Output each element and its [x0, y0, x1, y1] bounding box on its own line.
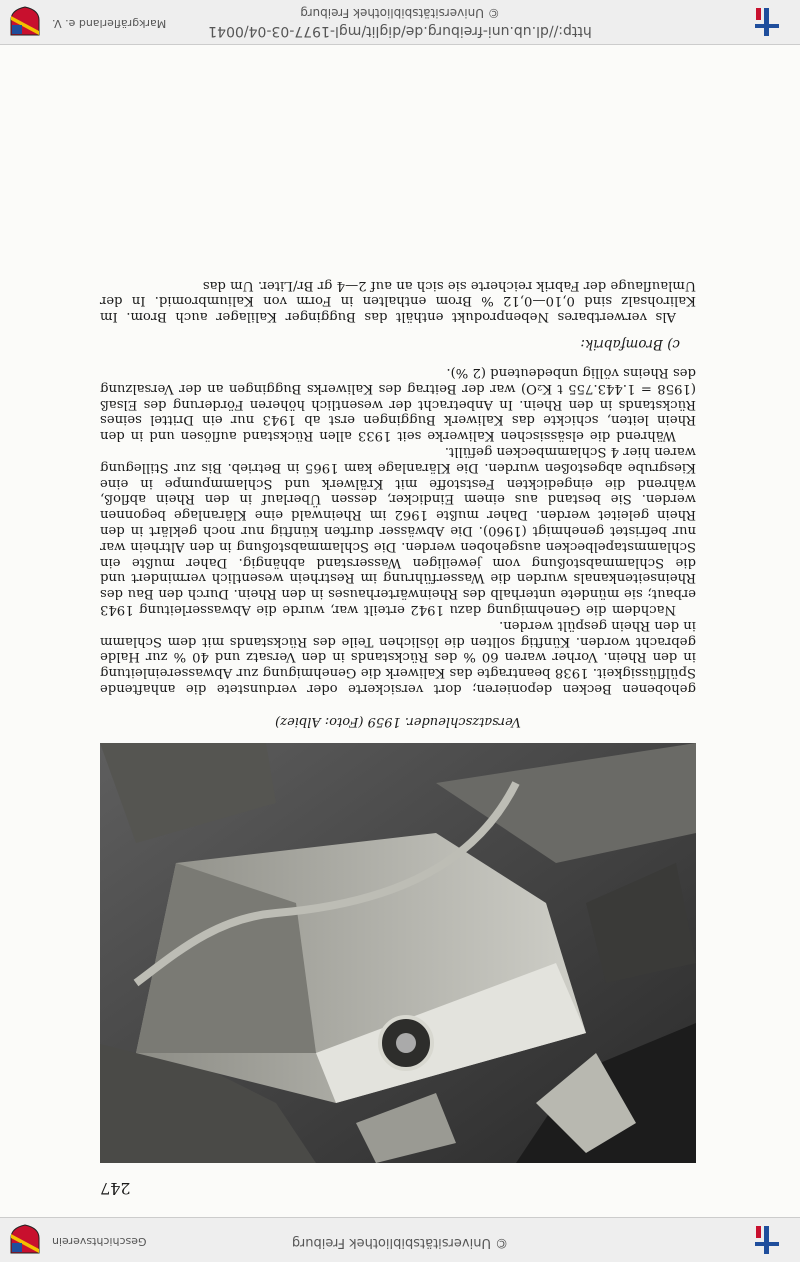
page-number: 247 [100, 1179, 131, 1198]
photo-caption: Versatzschleuder. 1959 (Foto: Albiez) [275, 714, 521, 729]
society-name: Geschichtsverein [52, 1235, 147, 1248]
photo-machine-image [100, 743, 696, 1163]
paragraph-2: Nachdem die Genehmigung dazu 1942 erteilt war, wurde die Abwasserleitung 1943 erbaut; sie mündete unterhalb des Rheinwärterhauses in den Rhein. Durch den Bau des Rheinseitenkanals wurden die Wasserführung im Restrhein wesentlich vermindert und die Schlammabstoßung vom jeweiligen Wasserstand abhängig. Daher mußte ein Schlammstapelbecken ausgehoben werden. Die Schlammabstoßung in den Altrhein war nur befristet genehmigt (1960). Die Abwässer durften künftig nur noch geklärt in den Rhein geleitet werden. Daher mußte 1962 im Rheinwald eine Kläranlage begonnen werden. Sie bestand aus einem Eindicker, dessen Überlauf in den Rhein abfloß, während die eingedickten Feststoffe mit Krälwerk und Schlammpumpe in eine Kiesgrube abgestoßen wurden. Die Kläranlage kam 1965 in Betrieb. Bis zur Stillegung waren hier 4 Schlammbecken gefüllt. [100, 444, 696, 618]
document-url-link[interactable]: http://dl.ub.uni-freiburg.de/diglit/mgl-1977-03-04/0041 [208, 23, 592, 39]
document-body [100, 277, 696, 1198]
library-banner-bottom [0, 0, 800, 45]
section-heading-bromfabrik: c) Bromfabrik: [580, 336, 680, 353]
paragraph-4: Als verwertbares Nebenprodukt enthält das Bugginger Kalilager auch Brom. Im Kalirohsalz sind 0,10—0,12 % Brom enthalten in Form von Kaliumbromid. In der Umlauflauge der Fabrik reicherte sie sich an auf 2—4 gr Br/Liter. Um das [100, 277, 696, 325]
photo-versatzschleuder [100, 743, 696, 1163]
society-name: Markgräflerland e. V. [52, 17, 167, 30]
society-crest-icon [8, 1224, 42, 1256]
library-credit: © Universitätsbibliothek Freiburg [291, 1235, 509, 1250]
paragraph-3: Während die elsässischen Kaliwerke seit 1933 allen Rückstand auflösen und in den Rhein leiten, schickte das Kaliwerk Buggingen erst ab 1943 nur ein Drittel seines Rückstands in den Rhein. In Anbetracht der wesentlich höheren Förderung des Elsaß (1958 = 1.443.755 t K₂O) war der Beitrag des Kaliwerks Buggingen an der Versalzung des Rheins völlig unbedeutend (2 %). [100, 365, 696, 444]
library-credit: © Universitätsbibliothek Freiburg [300, 6, 500, 20]
society-crest-icon [8, 6, 42, 38]
paragraph-1: gehobenen Becken deponieren; dort versickerte oder verdunstete die anhaftende Spülflüssigkeit. 1938 beantragte das Kaliwerk die Genehmigung zur Abwassereinleitung in den Rhein. Vorher waren 60 % des Rückstands in den Versatz und 40 % zur Halde gebracht worden. Künftig sollten die löslichen Teile des Rückstands mit dem Schlamm in den Rhein gespült werden. [100, 617, 696, 696]
library-banner-top [0, 1217, 800, 1262]
